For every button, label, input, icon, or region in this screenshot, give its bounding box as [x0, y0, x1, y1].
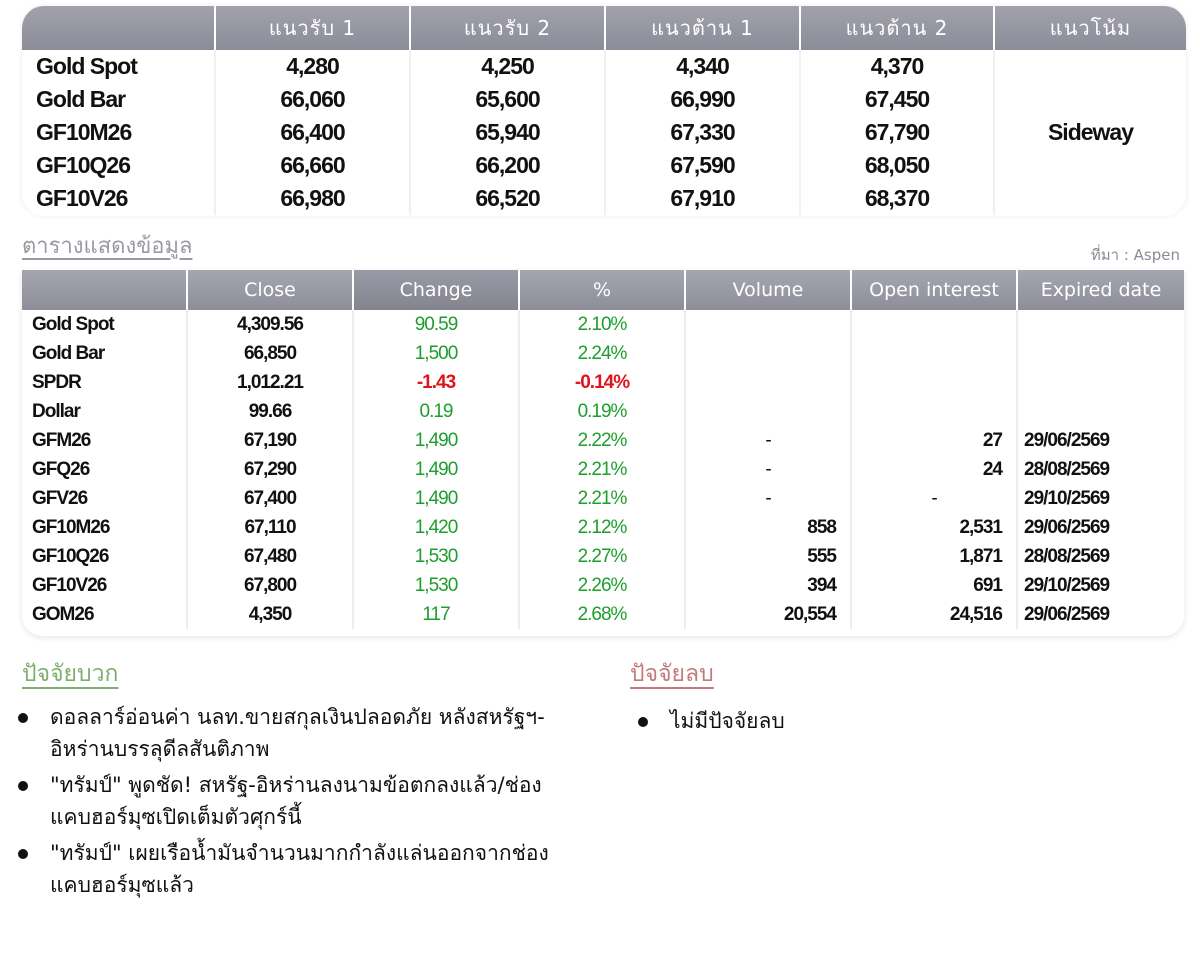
open-interest-value: 24 [851, 455, 1017, 484]
support-resistance-header [22, 6, 1186, 50]
volume-value: - [685, 455, 851, 484]
open-interest-value [851, 339, 1017, 368]
volume-value [685, 397, 851, 426]
data-header-cell: Close [187, 270, 353, 310]
table-row [22, 397, 1184, 426]
expired-date: 28/08/2569 [1017, 542, 1184, 571]
open-interest-value: 1,871 [851, 542, 1017, 571]
levels-value-s2: 66,520 [410, 182, 605, 215]
positive-factors-list [16, 701, 556, 905]
section-title: ตารางแสดงข้อมูล [22, 234, 193, 259]
levels-header-cell: แนวโน้ม [994, 6, 1186, 50]
levels-value-s1: 66,060 [215, 83, 410, 116]
instrument-name: Dollar [32, 400, 80, 422]
table-row [22, 455, 1184, 484]
levels-header-cell: แนวต้าน 2 [800, 6, 994, 50]
close-value: 66,850 [187, 339, 353, 368]
negative-factors-list [636, 705, 1136, 741]
positive-factor-item [16, 769, 556, 833]
instrument-name: GFQ26 [32, 458, 90, 480]
data-header-cell [22, 270, 187, 310]
open-interest-value: 2,531 [851, 513, 1017, 542]
close-value: 4,309.56 [187, 310, 353, 339]
levels-instrument: Gold Bar [36, 86, 126, 112]
volume-value: 858 [685, 513, 851, 542]
close-value: 67,800 [187, 571, 353, 600]
close-value: 99.66 [187, 397, 353, 426]
positive-factor-text: "ทรัมป์" พูดชัด! สหรัฐ-อิหร่านลงนามข้อตกลงแล้ว/ช่องแคบฮอร์มุซเปิดเต็มตัวศุกร์นี้ [50, 773, 542, 829]
levels-value-r1: 67,330 [605, 116, 800, 149]
expired-date: 29/06/2569 [1017, 513, 1184, 542]
levels-value-s1: 4,280 [215, 50, 410, 83]
percent-change: 2.26% [519, 571, 685, 600]
data-header-cell: Change [353, 270, 519, 310]
close-value: 67,290 [187, 455, 353, 484]
table-row [22, 542, 1184, 571]
expired-date: 29/10/2569 [1017, 484, 1184, 513]
levels-value-r2: 68,370 [800, 182, 994, 215]
table-row [22, 513, 1184, 542]
percent-change: 2.10% [519, 310, 685, 339]
expired-date: 29/10/2569 [1017, 571, 1184, 600]
levels-value-r2: 67,450 [800, 83, 994, 116]
market-data-header [22, 270, 1184, 310]
bullet-icon [18, 781, 28, 791]
instrument-name: SPDR [32, 371, 81, 393]
levels-header-cell: แนวรับ 1 [215, 6, 410, 50]
positive-factor-text: ดอลลาร์อ่อนค่า นลท.ขายสกุลเงินปลอดภัย หลังสหรัฐฯ-อิหร่านบรรลุดีลสันติภาพ [50, 705, 545, 761]
percent-change: 2.21% [519, 484, 685, 513]
expired-date [1017, 310, 1184, 339]
market-data-panel [22, 270, 1184, 636]
data-header-cell: % [519, 270, 685, 310]
volume-value [685, 339, 851, 368]
open-interest-value [851, 397, 1017, 426]
positive-factor-text: "ทรัมป์" เผยเรือน้ำมันจำนวนมากกำลังแล่นออกจากช่องแคบฮอร์มุซแล้ว [50, 841, 549, 897]
percent-change: -0.14% [519, 368, 685, 397]
close-value: 67,400 [187, 484, 353, 513]
expired-date [1017, 368, 1184, 397]
negative-factor-item [636, 705, 1136, 737]
open-interest-value: 691 [851, 571, 1017, 600]
data-header-cell: Expired date [1017, 270, 1184, 310]
data-header-cell: Volume [685, 270, 851, 310]
percent-change: 2.22% [519, 426, 685, 455]
levels-value-s1: 66,660 [215, 149, 410, 182]
levels-value-r2: 4,370 [800, 50, 994, 83]
change-value: 90.59 [353, 310, 519, 339]
change-value: 1,490 [353, 426, 519, 455]
levels-value-s2: 65,600 [410, 83, 605, 116]
bullet-icon [18, 713, 28, 723]
negative-factors-title: ปัจจัยลบ [630, 661, 714, 687]
instrument-name: GF10Q26 [32, 545, 109, 567]
data-source: ที่มา : Aspen [1090, 246, 1180, 264]
levels-value-r1: 67,910 [605, 182, 800, 215]
bullet-icon [18, 849, 28, 859]
table-row [22, 368, 1184, 397]
change-value: 1,530 [353, 571, 519, 600]
levels-instrument: Gold Spot [36, 53, 137, 79]
table-row [22, 339, 1184, 368]
percent-change: 2.68% [519, 600, 685, 629]
levels-value-r1: 67,590 [605, 149, 800, 182]
levels-value-r1: 4,340 [605, 50, 800, 83]
volume-value [685, 310, 851, 339]
change-value: 1,490 [353, 455, 519, 484]
table-row [22, 571, 1184, 600]
expired-date: 28/08/2569 [1017, 455, 1184, 484]
close-value: 1,012.21 [187, 368, 353, 397]
table-row [22, 484, 1184, 513]
instrument-name: Gold Spot [32, 313, 114, 335]
positive-factors-title: ปัจจัยบวก [22, 661, 119, 687]
support-resistance-panel [22, 6, 1186, 216]
levels-value-s1: 66,980 [215, 182, 410, 215]
expired-date [1017, 397, 1184, 426]
percent-change: 2.12% [519, 513, 685, 542]
close-value: 67,190 [187, 426, 353, 455]
volume-value: - [685, 426, 851, 455]
bullet-icon [638, 717, 648, 727]
change-value: 1,530 [353, 542, 519, 571]
levels-header-cell: แนวรับ 2 [410, 6, 605, 50]
trend-value: Sideway [994, 50, 1186, 215]
levels-value-r2: 68,050 [800, 149, 994, 182]
positive-factor-item [16, 701, 556, 765]
levels-value-s2: 66,200 [410, 149, 605, 182]
table-row [22, 600, 1184, 629]
levels-header-cell [22, 6, 215, 50]
volume-value: - [685, 484, 851, 513]
positive-factor-item [16, 837, 556, 901]
instrument-name: GF10M26 [32, 516, 110, 538]
table-row [22, 426, 1184, 455]
support-resistance-table [22, 6, 1186, 215]
expired-date [1017, 339, 1184, 368]
levels-value-s2: 65,940 [410, 116, 605, 149]
instrument-name: GOM26 [32, 603, 94, 625]
expired-date: 29/06/2569 [1017, 426, 1184, 455]
levels-instrument: GF10V26 [36, 185, 128, 211]
volume-value: 394 [685, 571, 851, 600]
open-interest-value [851, 368, 1017, 397]
instrument-name: GFV26 [32, 487, 88, 509]
instrument-name: Gold Bar [32, 342, 105, 364]
levels-value-s2: 4,250 [410, 50, 605, 83]
change-value: 1,500 [353, 339, 519, 368]
open-interest-value: - [851, 484, 1017, 513]
levels-header-cell: แนวต้าน 1 [605, 6, 800, 50]
open-interest-value [851, 310, 1017, 339]
close-value: 67,480 [187, 542, 353, 571]
change-value: 1,490 [353, 484, 519, 513]
expired-date: 29/06/2569 [1017, 600, 1184, 629]
change-value: 1,420 [353, 513, 519, 542]
levels-value-r2: 67,790 [800, 116, 994, 149]
open-interest-value: 27 [851, 426, 1017, 455]
data-header-cell: Open interest [851, 270, 1017, 310]
levels-instrument: GF10M26 [36, 119, 132, 145]
volume-value [685, 368, 851, 397]
change-value: -1.43 [353, 368, 519, 397]
volume-value: 555 [685, 542, 851, 571]
levels-row [22, 50, 1186, 83]
levels-value-r1: 66,990 [605, 83, 800, 116]
close-value: 67,110 [187, 513, 353, 542]
change-value: 0.19 [353, 397, 519, 426]
instrument-name: GF10V26 [32, 574, 107, 596]
change-value: 117 [353, 600, 519, 629]
market-data-table [22, 270, 1184, 629]
table-row [22, 310, 1184, 339]
percent-change: 2.24% [519, 339, 685, 368]
percent-change: 0.19% [519, 397, 685, 426]
close-value: 4,350 [187, 600, 353, 629]
instrument-name: GFM26 [32, 429, 91, 451]
levels-instrument: GF10Q26 [36, 152, 130, 178]
volume-value: 20,554 [685, 600, 851, 629]
percent-change: 2.27% [519, 542, 685, 571]
open-interest-value: 24,516 [851, 600, 1017, 629]
levels-value-s1: 66,400 [215, 116, 410, 149]
percent-change: 2.21% [519, 455, 685, 484]
negative-factor-text: ไม่มีปัจจัยลบ [670, 709, 785, 733]
